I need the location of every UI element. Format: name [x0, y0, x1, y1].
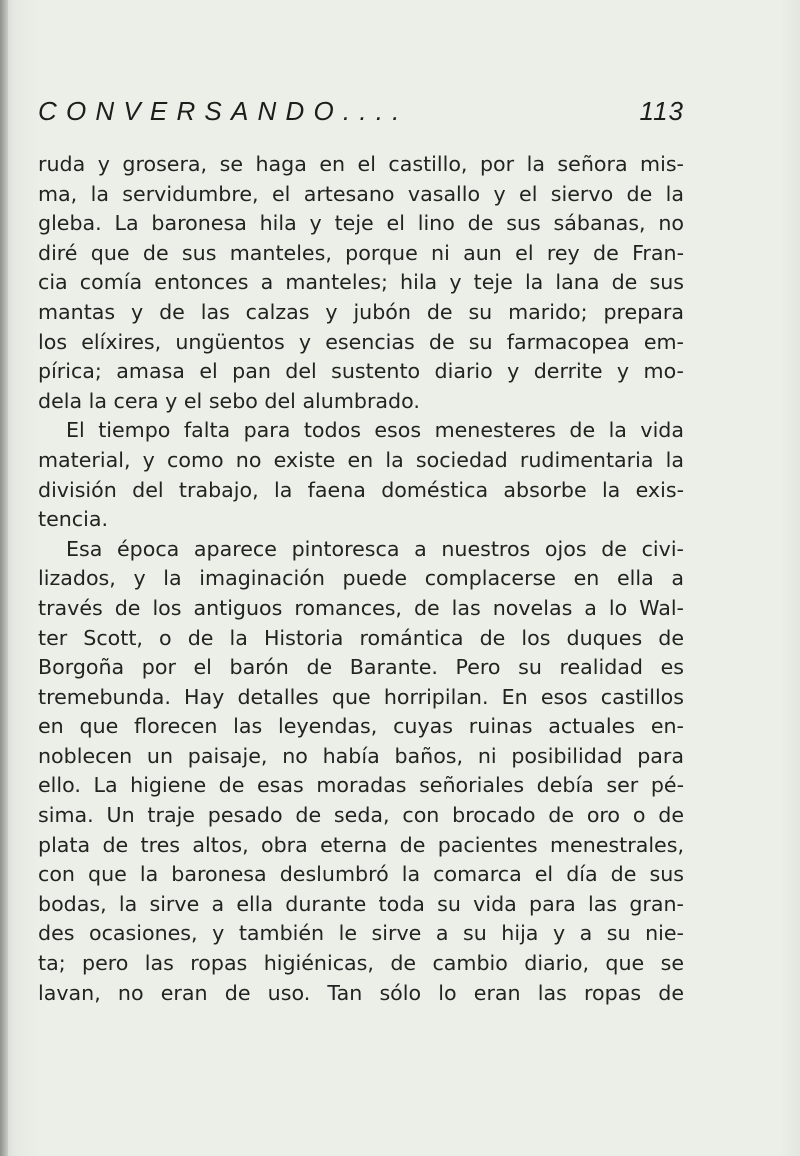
body-text: [38, 150, 684, 1008]
text-line: división del trabajo, la faena doméstica absorbe la exis-: [38, 477, 684, 502]
text-line: noblecen un paisaje, no había baños, ni posibilidad para: [38, 743, 684, 768]
text-line: dela la cera y el sebo del alumbrado.: [38, 388, 420, 413]
text-line: con que la baronesa deslumbró la comarca el día de sus: [38, 862, 684, 887]
text-line: través de los antiguos romances, de las novelas a lo Wal-: [38, 595, 684, 620]
paragraph-first-line: Esa época aparece pintoresca a nuestros ojos de civi-: [66, 536, 684, 561]
text-line: lavan, no eran de uso. Tan sólo lo eran las ropas de: [38, 980, 684, 1005]
running-title: CONVERSANDO....: [38, 96, 409, 126]
text-line: cia comía entonces a manteles; hila y teje la lana de sus: [38, 270, 684, 295]
text-line: bodas, la sirve a ella durante toda su vida para las gran-: [38, 891, 684, 916]
text-line: en que florecen las leyendas, cuyas ruinas actuales en-: [38, 714, 684, 739]
running-head: [38, 96, 684, 132]
text-line: plata de tres altos, obra eterna de pacientes menestrales,: [38, 832, 684, 857]
text-line: gleba. La baronesa hila y teje el lino de sus sábanas, no: [38, 211, 684, 236]
text-line: ello. La higiene de esas moradas señoriales debía ser pé-: [38, 773, 684, 798]
text-line: sima. Un traje pesado de seda, con brocado de oro o de: [38, 803, 684, 828]
text-line: ta; pero las ropas higiénicas, de cambio diario, que se: [38, 951, 684, 976]
text-line: ruda y grosera, se haga en el castillo, por la señora mis-: [38, 152, 684, 176]
text-line: tremebunda. Hay detalles que horripilan. En esos castillos: [38, 684, 684, 709]
text-line: lizados, y la imaginación puede complacerse en ella a: [38, 566, 684, 591]
text-line: tencia.: [38, 507, 109, 532]
text-line: mantas y de las calzas y jubón de su marido; prepara: [38, 299, 684, 324]
text-line: diré que de sus manteles, porque ni aun el rey de Fran-: [38, 240, 684, 265]
text-line: los elíxires, ungüentos y esencias de su farmacopea em-: [38, 329, 684, 354]
text-line: ter Scott, o de la Historia romántica de los duques de: [38, 625, 684, 650]
text-line: des ocasiones, y también le sirve a su hija y a su nie-: [38, 921, 684, 946]
text-line: material, y como no existe en la sociedad rudimentaria la: [38, 447, 684, 472]
page-number: 113: [639, 96, 684, 126]
text-line: Borgoña por el barón de Barante. Pero su realidad es: [38, 655, 684, 680]
text-line: ma, la servidumbre, el artesano vasallo y el siervo de la: [38, 181, 684, 206]
paragraph-first-line: El tiempo falta para todos esos menesteres de la vida: [66, 418, 684, 443]
book-spine-edge: [0, 0, 8, 1156]
text-line: pírica; amasa el pan del sustento diario y derrite y mo-: [38, 359, 684, 384]
